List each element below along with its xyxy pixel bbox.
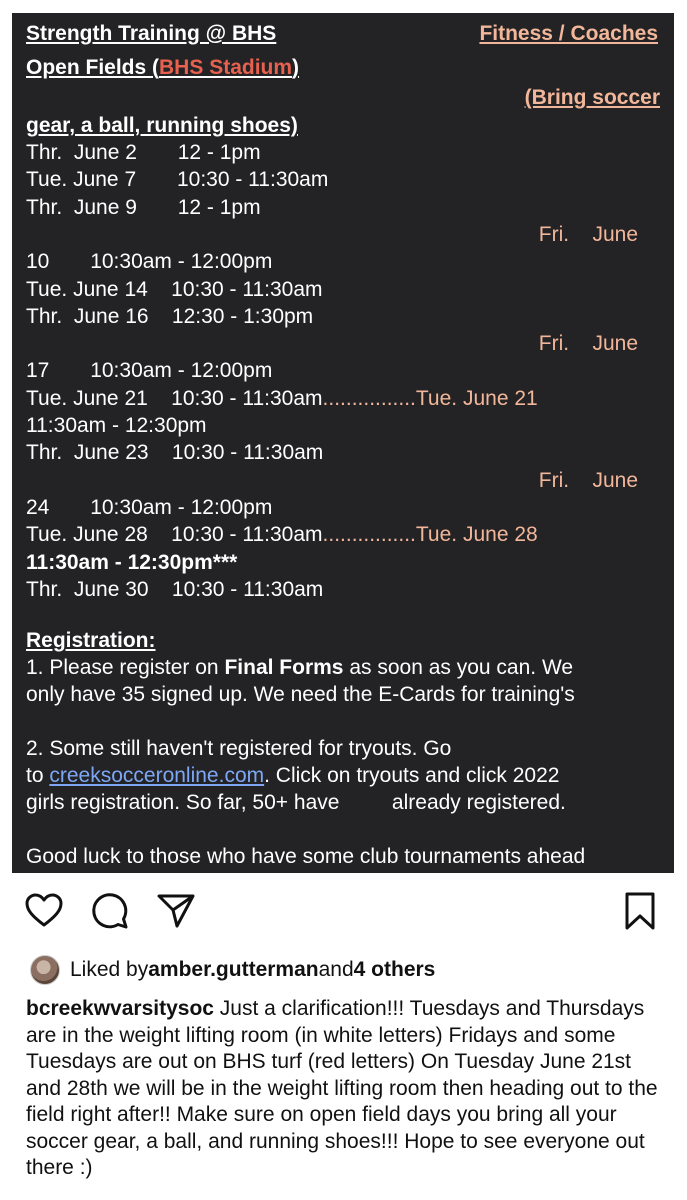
caption-username[interactable]: bcreekwvarsitysoc (26, 997, 214, 1020)
liked-by-user[interactable]: amber.gutterman (148, 958, 319, 981)
caption-text: Just a clarification!!! Tuesdays and Thursdays are in the weight lifting room (in white letters) Fridays and some Tuesdays are out on BHS turf (red letters) On Tuesday June 21st and 28th we will be in the weight lifting room then heading out to the field right after!! Make sure on open field days you bring all your soccer gear, a ball, and running shoes!!! Hope to see everyone out there :) (26, 997, 658, 1179)
schedule-line: Thr. June 2 12 - 1pm (26, 141, 261, 164)
open-fields-heading: Open Fields (BHS Stadium) (26, 56, 300, 79)
schedule-line: Fri. June (538, 468, 638, 492)
schedule-line-tail: ................Tue. June 28 (322, 523, 538, 547)
paper-plane-icon[interactable] (156, 891, 196, 931)
creeksoccer-link[interactable]: creeksocceronline.com (49, 764, 265, 787)
open-fields-location: BHS Stadium (159, 56, 293, 79)
registration-item-1-line-2: only have 35 signed up. We need the E-Cards for training's (26, 683, 575, 706)
schedule-line: 17 10:30am - 12:00pm (26, 359, 273, 383)
bring-note-line-2: gear, a ball, running shoes) (26, 114, 298, 137)
schedule-line: Fri. June (538, 332, 638, 356)
registration-heading: Registration: (26, 629, 156, 652)
avatar[interactable] (30, 955, 60, 985)
final-forms-label: Final Forms (224, 656, 344, 679)
schedule-line: Thr. June 23 10:30 - 11:30am (26, 441, 324, 465)
likes-middle: and (318, 958, 354, 981)
schedule-line: 11:30am - 12:30pm*** (26, 550, 238, 574)
likes-prefix: Liked by (70, 958, 149, 981)
schedule-line: Thr. June 9 12 - 1pm (26, 195, 261, 219)
post-image[interactable] (12, 13, 674, 873)
schedule-line: 24 10:30am - 12:00pm (26, 495, 273, 519)
post-actions-bar (0, 873, 687, 953)
schedule-line: 11:30am - 12:30pm (26, 414, 207, 437)
bookmark-icon[interactable] (620, 891, 660, 931)
liked-by-others[interactable]: 4 others (353, 958, 436, 981)
title-left: Strength Training @ BHS (26, 22, 277, 45)
likes-summary[interactable] (30, 954, 435, 986)
registration-item-1-line-1: 1. Please register on Final Forms as soon as you can. We (26, 656, 574, 679)
schedule-line: Tue. June 21 10:30 - 11:30am................Tue. June 21 (26, 386, 538, 410)
heart-icon[interactable] (24, 891, 64, 931)
schedule-line-tail: ................Tue. June 21 (322, 386, 538, 410)
schedule-line: 10 10:30am - 12:00pm (26, 250, 273, 274)
schedule-line: Fri. June (538, 222, 638, 246)
title-right: Fitness / Coaches (479, 22, 658, 45)
schedule-line: Thr. June 30 10:30 - 11:30am (26, 577, 324, 601)
good-luck-text: Good luck to those who have some club tournaments ahead (26, 845, 586, 868)
schedule-line: Thr. June 16 12:30 - 1:30pm (26, 304, 314, 328)
registration-item-2-line-3: girls registration. So far, 50+ have already registered. (26, 791, 566, 814)
bring-note-line-1: (Bring soccer (524, 86, 660, 109)
schedule-line: Tue. June 28 10:30 - 11:30am................Tue. June 28 (26, 523, 538, 547)
comment-icon[interactable] (90, 891, 130, 931)
post-caption (26, 996, 666, 1182)
registration-item-2-line-2: to creeksocceronline.com. Click on tryouts and click 2022 (26, 764, 560, 787)
schedule-line: Tue. June 7 10:30 - 11:30am (26, 168, 329, 192)
schedule-line: Tue. June 14 10:30 - 11:30am (26, 277, 323, 301)
registration-item-2-line-1: 2. Some still haven't registered for tryouts. Go (26, 737, 452, 760)
